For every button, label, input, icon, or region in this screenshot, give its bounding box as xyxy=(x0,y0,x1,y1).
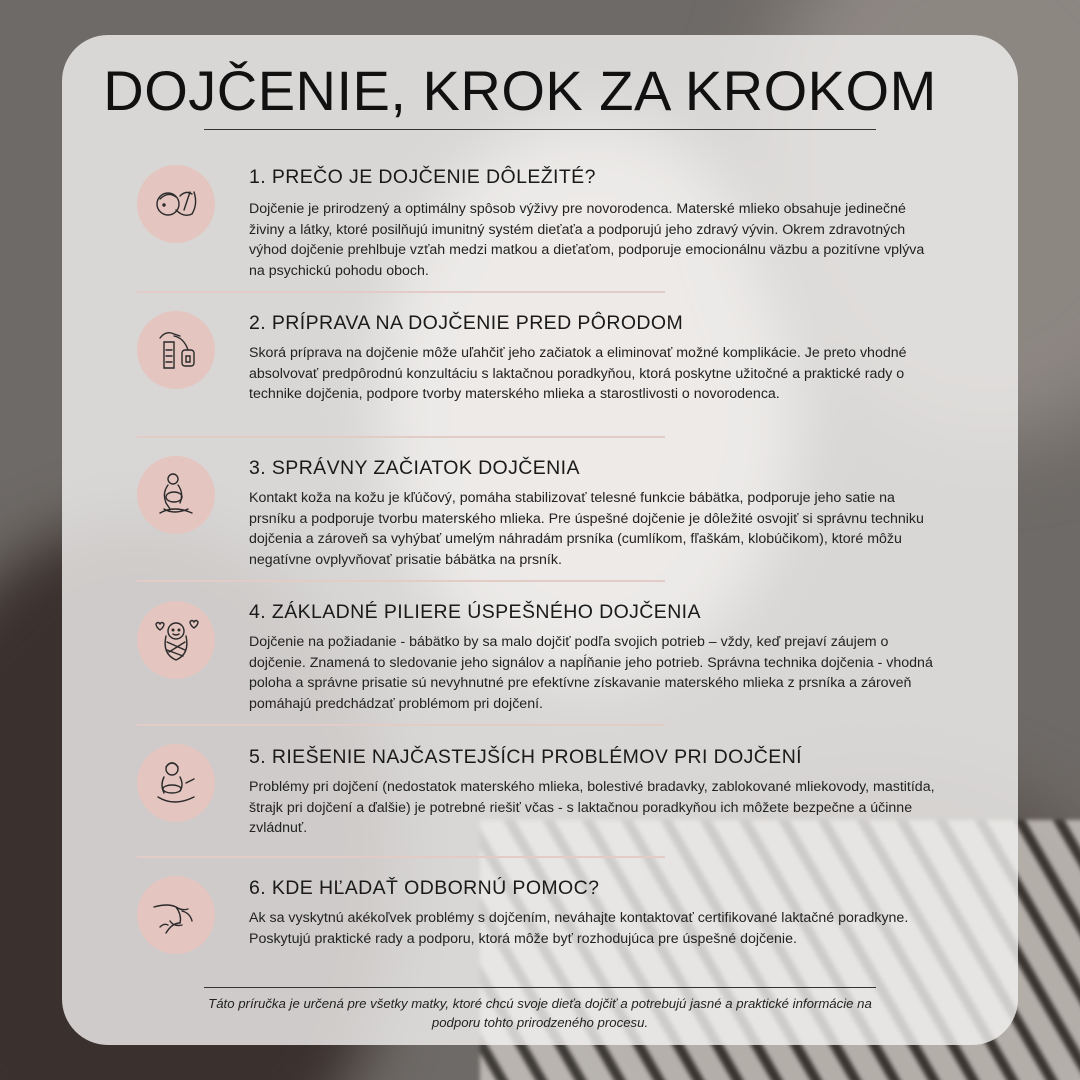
nursing-mother-icon xyxy=(137,744,215,822)
swaddled-baby-icon xyxy=(137,601,215,679)
section-title: 1. PREČO JE DOJČENIE DÔLEŽITÉ? xyxy=(249,166,596,188)
footer-divider xyxy=(204,987,876,988)
section-divider xyxy=(137,436,665,438)
breastfeeding-baby-icon xyxy=(137,165,215,243)
section-text: Dojčenie je prirodzený a optimálny spôsob výživy pre novorodenca. Materské mlieko obsahuje jedinečné živiny a látky, ktoré posilňujú imunitný systém dieťaťa a podporujú jeho zdravý vývin. Okrem zdravotných výhod dojčenie prehlbuje vzťah medzi matkou a dieťaťom, podporuje emocionálnu väzbu a pozitívne vplýva na psychickú pohodu oboch. xyxy=(249,201,925,279)
section-divider xyxy=(137,724,665,726)
section-divider xyxy=(137,580,665,582)
section-title: 5. RIEŠENIE NAJČASTEJŠÍCH PROBLÉMOV PRI DOJČENÍ xyxy=(249,746,802,768)
section-text: Problémy pri dojčení (nedostatok materského mlieka, bolestivé bradavky, zablokované mliekovody, mastitída, štrajk pri dojčení a ďalšie) je potrebné riešiť včas - s laktačnou poradkyňou ich môžete bezpečne a účinne zvládnuť. xyxy=(249,779,935,837)
section-text: Skorá príprava na dojčenie môže uľahčiť jeho začiatok a eliminovať možné komplikácie. Je preto vhodné absolvovať predpôrodnú konzultáciu s laktačnou poradkyňou, ktorá poskytne užitočné a praktické rady o technike dojčenia, podpore tvorby materského mlieka a starostlivosti o novorodenca. xyxy=(249,345,907,403)
section-title: 4. ZÁKLADNÉ PILIERE ÚSPEŠNÉHO DOJČENIA xyxy=(249,601,701,623)
section-title: 6. KDE HĽADAŤ ODBORNÚ POMOC? xyxy=(249,877,600,899)
title-divider xyxy=(204,129,876,130)
section-text: Ak sa vyskytnú akékoľvek problémy s dojčením, neváhajte kontaktovať certifikované laktačné poradkyne. Poskytujú praktické rady a podporu, ktorá môže byť rozhodujúca pre úspešné dojčenie. xyxy=(249,910,909,947)
section-title: 3. SPRÁVNY ZAČIATOK DOJČENIA xyxy=(249,457,580,479)
mother-holding-baby-icon xyxy=(137,456,215,534)
footer-note: Táto príručka je určená pre všetky matky, ktoré chcú svoje dieťa dojčiť a potrebujú jasné a praktické informácie na podporu tohto prirodzeného procesu. xyxy=(208,996,872,1030)
section-text: Dojčenie na požiadanie - bábätko by sa malo dojčiť podľa svojich potrieb – vždy, keď prejaví záujem o dojčenie. Znamená to sledovanie jeho signálov a napĺňanie jeho potrieb. Správna technika dojčenia - vhodná poloha a správne prisatie sú nevyhnutné pre efektívne získavanie materského mlieka z prsníka a zároveň pomáhajú predchádzať problémom pri dojčení. xyxy=(249,634,933,712)
section-divider xyxy=(137,291,665,293)
section-text: Kontakt koža na kožu je kľúčový, pomáha stabilizovať telesné funkcie bábätka, podporuje jeho satie na prsníku a podporuje tvorbu materského mlieka. Pre úspešné dojčenie je dôležité osvojiť si správnu techniku dojčenia a zároveň sa vyhýbať umelým náhradám prsníka (cumlíkom, fľaškám, klobúčikom), ktoré môžu negatívne ovplyvňovať prisatie bábätka na prsník. xyxy=(249,490,924,568)
page-title: DOJČENIE, KROK ZA KROKOM xyxy=(103,59,937,122)
breast-pump-icon xyxy=(137,311,215,389)
holding-hands-icon xyxy=(137,876,215,954)
section-title: 2. PRÍPRAVA NA DOJČENIE PRED PÔRODOM xyxy=(249,312,684,334)
section-divider xyxy=(137,856,665,858)
